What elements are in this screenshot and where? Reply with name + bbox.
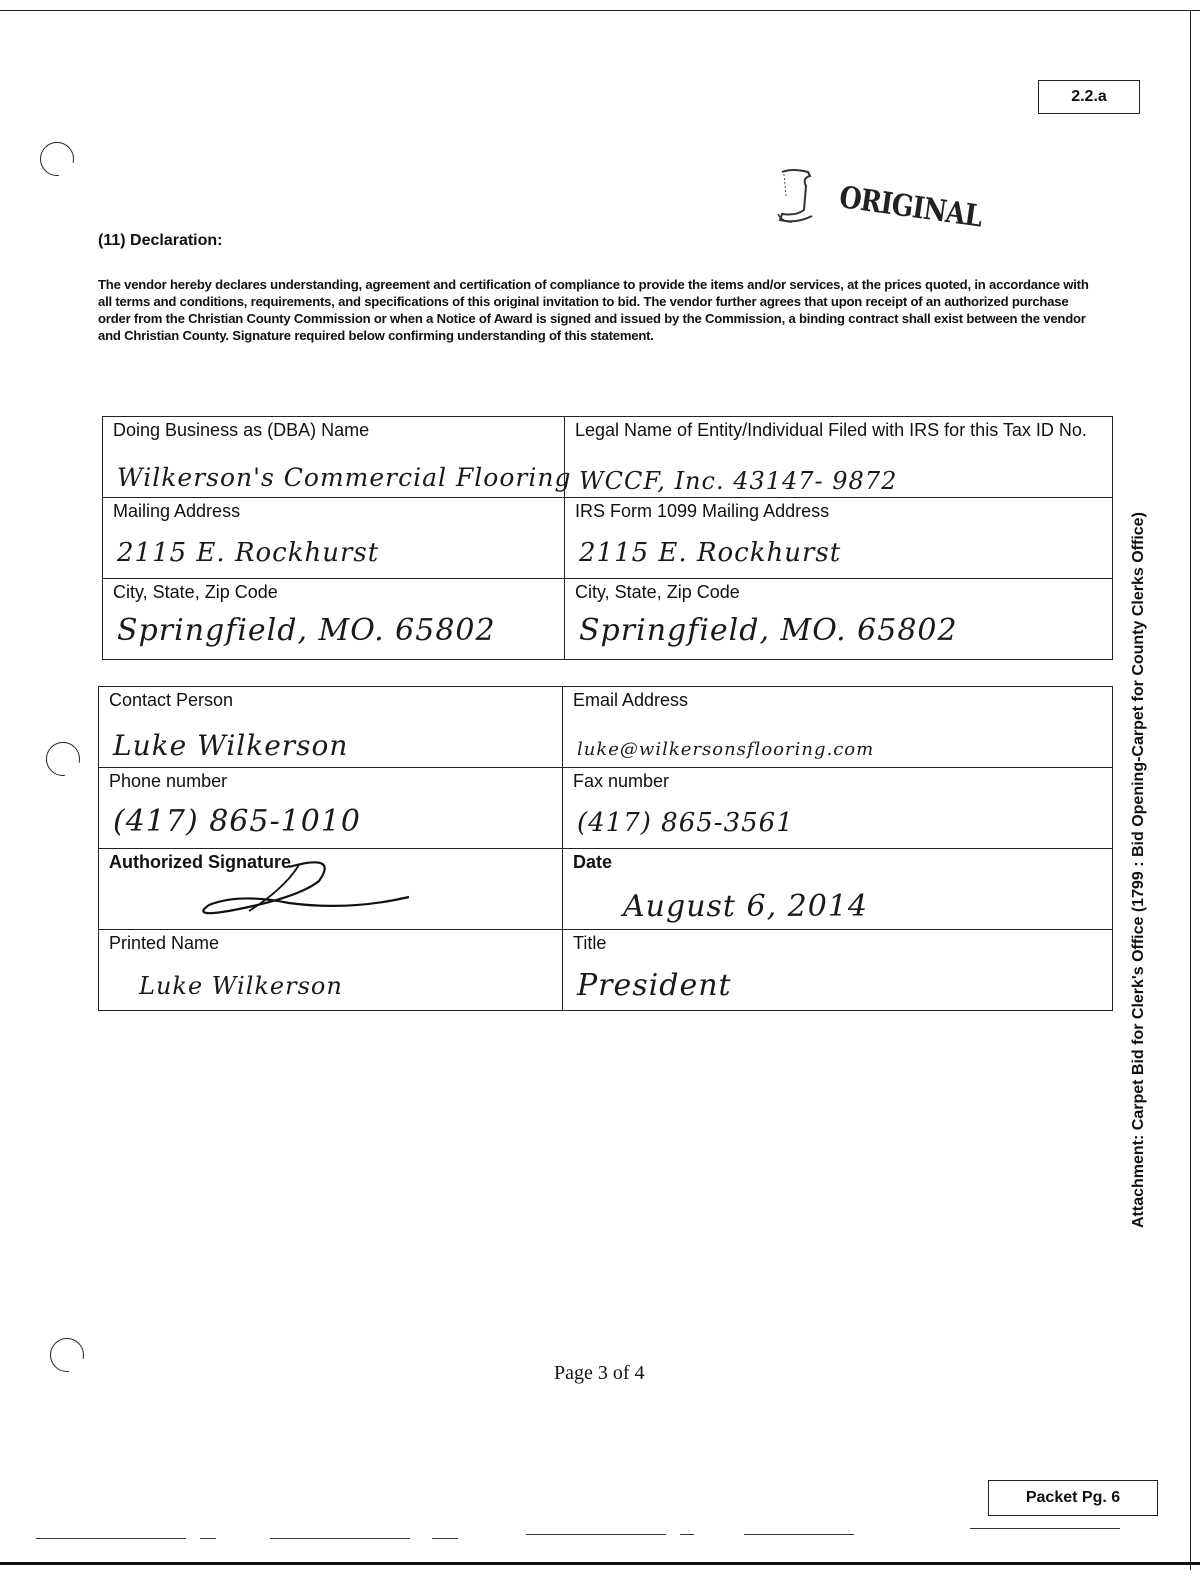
page-number: Page 3 of 4	[554, 1362, 645, 1384]
contact-person-label: Contact Person	[109, 690, 234, 710]
scan-artifact-line	[744, 1534, 854, 1535]
dba-cell	[103, 417, 572, 498]
bottom-border-line	[0, 1562, 1200, 1565]
title-label: Title	[573, 933, 607, 953]
date-label: Date	[573, 852, 613, 872]
attachment-sidebar-text: Attachment: Carpet Bid for Clerk's Office (1799 : Bid Opening-Carpet for County Clerks Office)	[1130, 512, 1147, 1228]
irs-city-state-zip-cell	[565, 579, 1113, 660]
printed-name-value: Luke Wilkerson	[139, 972, 343, 1000]
city-state-zip-cell	[103, 579, 565, 660]
scan-artifact-line	[200, 1538, 216, 1539]
scan-artifact-line	[680, 1534, 694, 1535]
date-cell	[563, 849, 1113, 930]
title-cell	[563, 930, 1113, 1011]
irs-mailing-address-label: IRS Form 1099 Mailing Address	[575, 501, 830, 521]
email-address-label: Email Address	[573, 690, 689, 710]
authorized-signature-cell	[99, 849, 563, 930]
declaration-heading: (11) Declaration:	[98, 232, 223, 249]
declaration-text: The vendor hereby declares understanding, agreement and certification of compliance to provide the items and/or services, at the prices quoted, in accordance with all terms and conditions, requirements, and specifications of this original invitation to bid. The vendor further agrees that upon receipt of an authorized purchase order from the Christian County Commission or when a Notice of Award is signed and issued by the Commission, a binding contract shall exist between the vendor and Christian County. Signature required below confirming understanding of this statement.	[98, 277, 1089, 343]
legal-name-value: WCCF, Inc. 43147- 9872	[579, 467, 898, 495]
scan-artifact-line	[970, 1528, 1120, 1529]
mailing-address-label: Mailing Address	[113, 501, 241, 521]
printed-name-cell	[99, 930, 563, 1011]
phone-number-cell	[99, 768, 563, 849]
email-address-value: luke@wilkersonsflooring.com	[577, 739, 875, 760]
stamp-scroll-icon	[772, 166, 822, 228]
irs-city-state-zip-label: City, State, Zip Code	[575, 582, 740, 602]
phone-number-label: Phone number	[109, 771, 228, 791]
legal-name-cell	[565, 417, 1113, 498]
irs-city-state-zip-value: Springfield, MO. 65802	[579, 613, 958, 648]
irs-mailing-address-value: 2115 E. Rockhurst	[579, 538, 842, 568]
scan-artifact-line	[526, 1534, 666, 1535]
dba-value: Wilkerson's Commercial Flooring	[117, 463, 572, 492]
fax-number-value: (417) 865-3561	[577, 808, 794, 838]
title-value: President	[577, 968, 732, 1003]
punch-hole-icon	[46, 742, 80, 776]
contact-person-cell	[99, 687, 563, 768]
contact-person-value: Luke Wilkerson	[113, 729, 349, 762]
printed-name-label: Printed Name	[109, 933, 220, 953]
mailing-address-cell	[103, 498, 565, 579]
scan-artifact-line	[36, 1538, 186, 1539]
email-address-cell	[563, 687, 1113, 768]
punch-hole-icon	[50, 1338, 84, 1372]
top-border-line	[0, 10, 1200, 11]
date-value: August 6, 2014	[623, 889, 869, 924]
scan-artifact-line	[432, 1538, 458, 1539]
contact-info-table	[98, 686, 1113, 1011]
original-stamp: ORIGINAL	[837, 180, 984, 235]
punch-hole-icon	[40, 142, 74, 176]
vendor-info-table	[102, 416, 1113, 660]
dba-label: Doing Business as (DBA) Name	[113, 420, 370, 440]
fax-number-label: Fax number	[573, 771, 670, 791]
phone-number-value: (417) 865-1010	[113, 804, 361, 839]
scan-artifact-line	[270, 1538, 410, 1539]
legal-name-label: Legal Name of Entity/Individual Filed with IRS for this Tax ID No.	[575, 420, 1087, 440]
section-badge: 2.2.a	[1038, 80, 1140, 114]
authorized-signature-label: Authorized Signature	[109, 852, 292, 872]
city-state-zip-label: City, State, Zip Code	[113, 582, 278, 602]
packet-page-badge: Packet Pg. 6	[988, 1480, 1158, 1516]
right-border-line	[1190, 10, 1191, 1570]
fax-number-cell	[563, 768, 1113, 849]
mailing-address-value: 2115 E. Rockhurst	[117, 538, 380, 568]
signature-scribble-icon	[179, 853, 419, 927]
city-state-zip-value: Springfield, MO. 65802	[117, 613, 496, 648]
irs-mailing-address-cell	[565, 498, 1113, 579]
